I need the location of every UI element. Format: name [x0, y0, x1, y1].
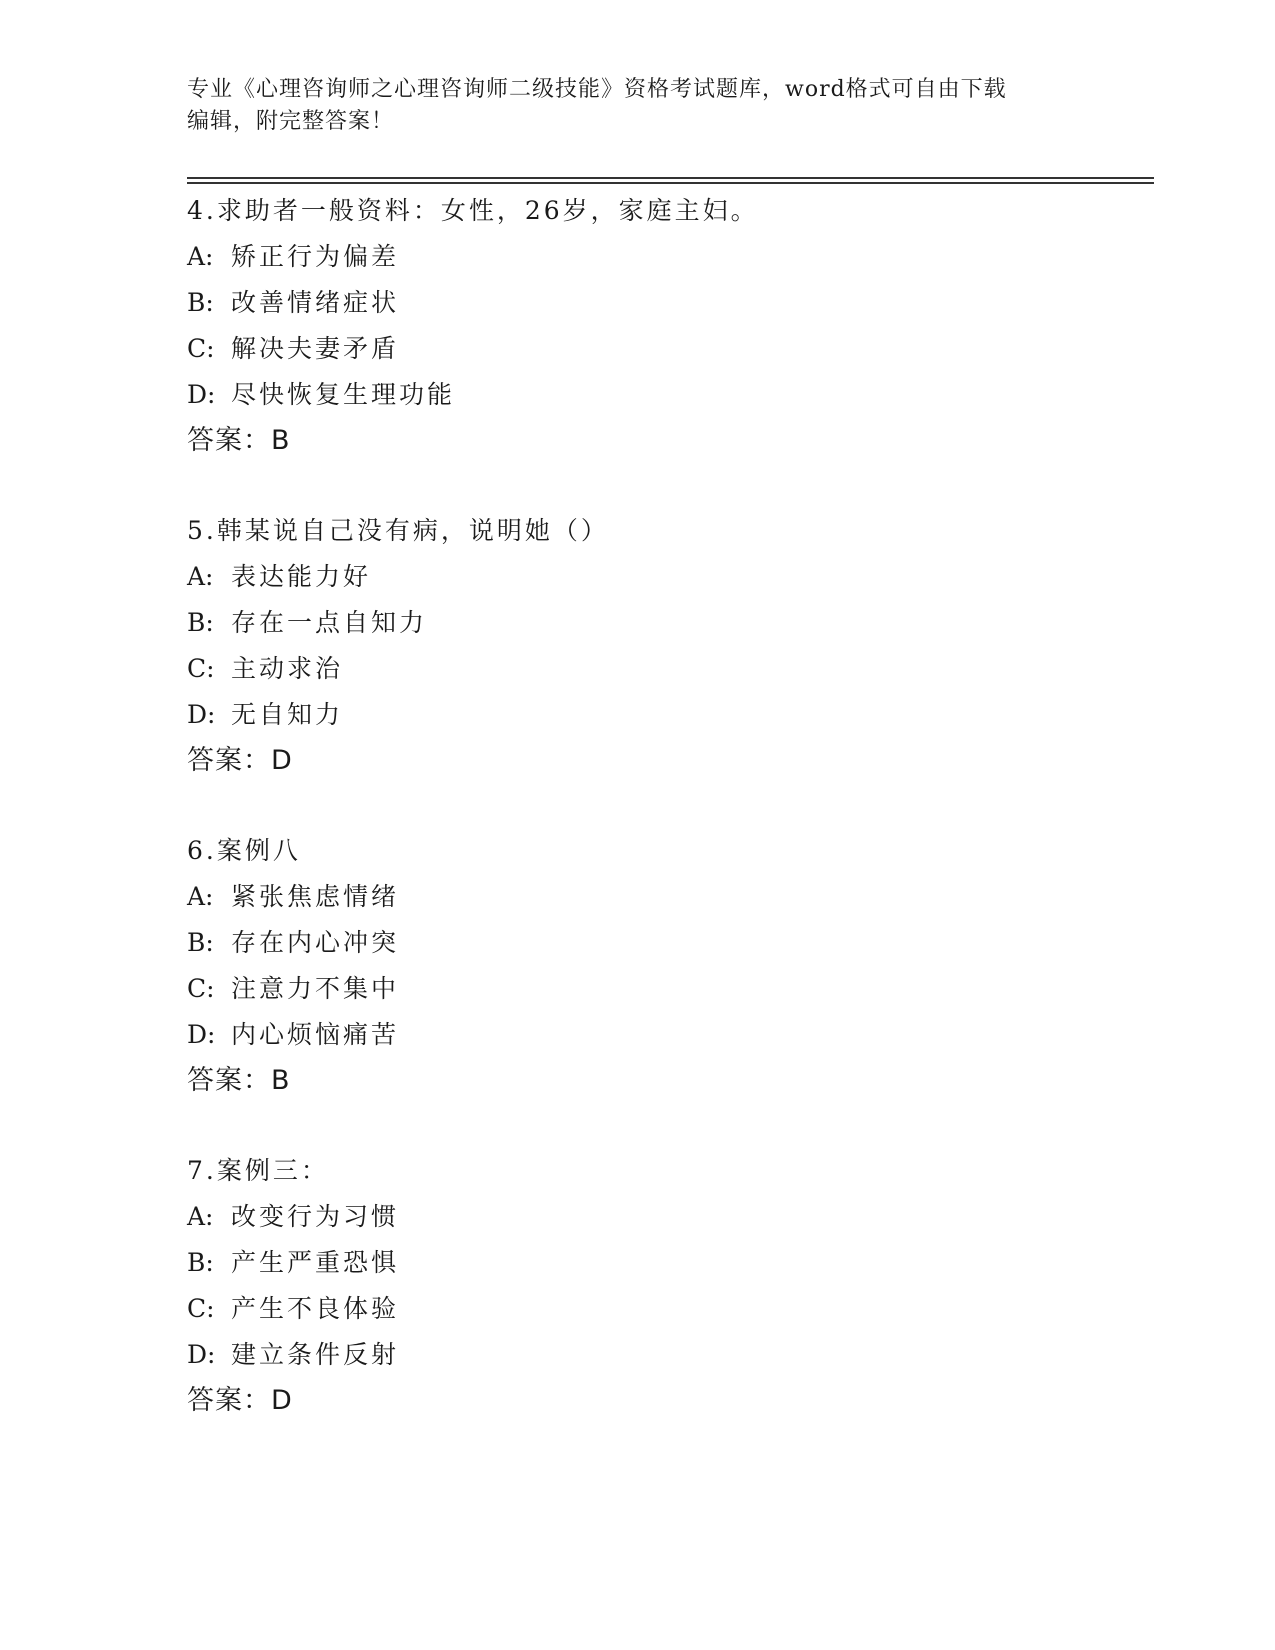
option-a: [187, 554, 1147, 600]
option-c: [187, 326, 1147, 372]
question-title: 6.案例八: [187, 836, 301, 865]
option-text: 主动求治: [231, 654, 344, 683]
answer-line: 答案：B: [187, 1065, 291, 1096]
answer-line: 答案：D: [187, 1385, 293, 1416]
option-d: [187, 1332, 1147, 1378]
option-text: 产生严重恐惧: [231, 1248, 400, 1277]
option-key: D:: [187, 1020, 216, 1049]
option-key: B:: [187, 288, 214, 317]
question-title: 7.案例三：: [187, 1156, 329, 1185]
option-text: 表达能力好: [231, 562, 372, 591]
option-text: 存在内心冲突: [231, 928, 400, 957]
option-text: 紧张焦虑情绪: [231, 882, 400, 911]
option-text: 存在一点自知力: [231, 608, 428, 637]
header-divider-top: [187, 177, 1154, 179]
option-key: D:: [187, 1340, 216, 1369]
document-header: [187, 74, 1107, 138]
option-b: [187, 920, 1147, 966]
option-c: [187, 966, 1147, 1012]
option-text: 无自知力: [231, 700, 344, 729]
option-text: 建立条件反射: [231, 1340, 400, 1369]
question-4: [187, 188, 1147, 464]
question-7: [187, 1148, 1147, 1424]
option-key: B:: [187, 928, 214, 957]
option-text: 注意力不集中: [231, 974, 400, 1003]
option-key: C:: [187, 654, 215, 683]
option-text: 改善情绪症状: [231, 288, 400, 317]
question-6: [187, 828, 1147, 1104]
option-a: [187, 874, 1147, 920]
option-d: [187, 692, 1147, 738]
option-key: B:: [187, 608, 214, 637]
option-key: C:: [187, 974, 215, 1003]
option-text: 尽快恢复生理功能: [231, 380, 456, 409]
header-line-2: 编辑，附完整答案！: [187, 109, 395, 134]
option-key: C:: [187, 334, 215, 363]
option-text: 矫正行为偏差: [231, 242, 400, 271]
option-key: A:: [187, 882, 214, 911]
option-text: 改变行为习惯: [231, 1202, 400, 1231]
option-key: A:: [187, 562, 214, 591]
option-key: C:: [187, 1294, 215, 1323]
option-text: 产生不良体验: [231, 1294, 400, 1323]
option-c: [187, 646, 1147, 692]
option-b: [187, 280, 1147, 326]
answer-line: 答案：B: [187, 425, 291, 456]
option-key: A:: [187, 242, 214, 271]
option-d: [187, 372, 1147, 418]
option-text: 内心烦恼痛苦: [231, 1020, 400, 1049]
question-title: 4.求助者一般资料：女性，26岁，家庭主妇。: [187, 196, 759, 225]
option-key: B:: [187, 1248, 214, 1277]
option-key: A:: [187, 1202, 214, 1231]
option-c: [187, 1286, 1147, 1332]
option-b: [187, 600, 1147, 646]
option-a: [187, 1194, 1147, 1240]
header-divider-bottom: [187, 182, 1154, 184]
header-line-1: 专业《心理咨询师之心理咨询师二级技能》资格考试题库，word格式可自由下载: [187, 77, 1007, 102]
question-title: 5.韩某说自己没有病，说明她（）: [187, 516, 609, 545]
option-key: D:: [187, 380, 216, 409]
option-key: D:: [187, 700, 216, 729]
answer-line: 答案：D: [187, 745, 293, 776]
option-b: [187, 1240, 1147, 1286]
option-text: 解决夫妻矛盾: [231, 334, 400, 363]
option-d: [187, 1012, 1147, 1058]
option-a: [187, 234, 1147, 280]
question-5: [187, 508, 1147, 784]
